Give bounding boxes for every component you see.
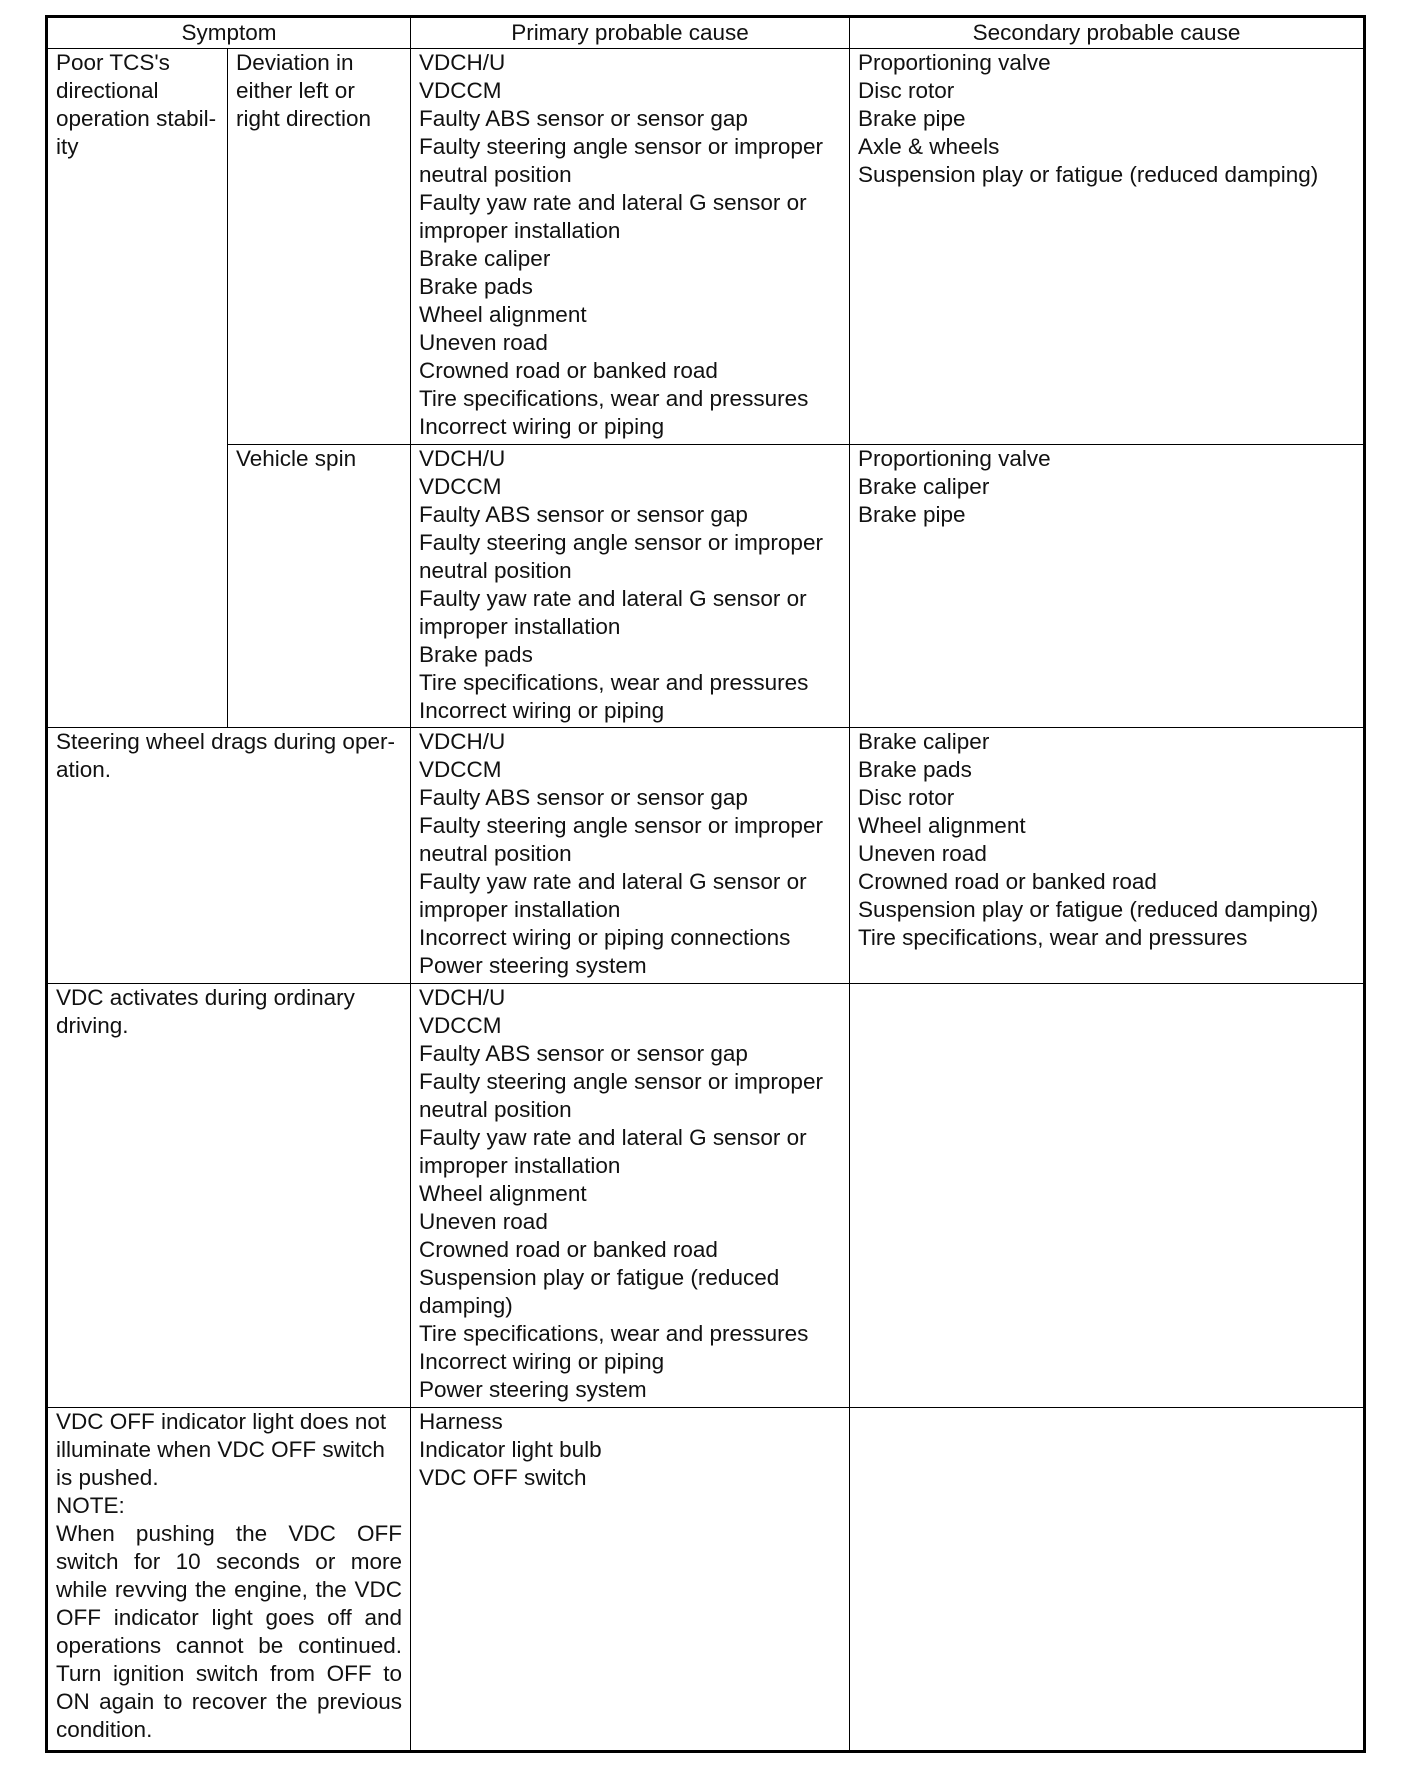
table-row: [47, 1408, 1365, 1752]
primary-cause-deviation: VDCH/U VDCCM Faulty ABS sensor or sensor gap Faulty steering angle sensor or improper neutral position Faulty yaw rate and lateral G sensor or improper installation Brake caliper Brake pads Wheel alignment Uneven road Crowned road or banked road Tire specifications, wear and pressures Incorrect wiring or piping: [411, 49, 850, 445]
table-row: [47, 49, 1365, 445]
header-secondary-cause: Secondary probable cause: [850, 17, 1365, 49]
primary-cause-vdc-activates: VDCH/U VDCCM Faulty ABS sensor or sensor gap Faulty steering angle sensor or improper neutral position Faulty yaw rate and lateral G sensor or improper installation Wheel alignment Uneven road Crowned road or banked road Suspension play or fatigue (reduced damping) Tire specifications, wear and pressures Incorrect wiring or piping Power steering system: [411, 984, 850, 1408]
table-row: [47, 445, 1365, 728]
secondary-cause-vdc-activates: [850, 984, 1365, 1408]
header-symptom: Symptom: [47, 17, 411, 49]
secondary-cause-vehicle-spin: Proportioning valve Brake caliper Brake pipe: [850, 445, 1365, 728]
secondary-cause-steering-drag: Brake caliper Brake pads Disc rotor Wheel alignment Uneven road Crowned road or banked road Suspension play or fatigue (reduced damping) Tire specifications, wear and pressures: [850, 728, 1365, 984]
header-row: [47, 17, 1365, 49]
secondary-cause-vdc-off-light: [850, 1408, 1365, 1752]
table-row: [47, 728, 1365, 984]
symptom-vdc-activates: VDC activates during ordinary driving.: [47, 984, 411, 1408]
header-primary-cause: Primary probable cause: [411, 17, 850, 49]
table-row: [47, 984, 1365, 1408]
symptom-vdc-off-light: [47, 1408, 411, 1752]
diagnosis-table: [45, 15, 1366, 1753]
primary-cause-steering-drag: VDCH/U VDCCM Faulty ABS sensor or sensor gap Faulty steering angle sensor or improper neutral position Faulty yaw rate and lateral G sensor or improper installation Incorrect wiring or piping connections Power steering system: [411, 728, 850, 984]
symptom-poor-tcs: Poor TCS's directional operation stabil- ity: [47, 49, 228, 728]
sub-symptom-vehicle-spin: Vehicle spin: [228, 445, 411, 728]
sub-symptom-deviation: Deviation in either left or right direction: [228, 49, 411, 445]
primary-cause-vdc-off-light: Harness Indicator light bulb VDC OFF switch: [411, 1408, 850, 1752]
symptom-vdc-off-text: VDC OFF indicator light does not illuminate when VDC OFF switch is pushed. NOTE:: [56, 1409, 387, 1518]
secondary-cause-deviation: Proportioning valve Disc rotor Brake pipe Axle & wheels Suspension play or fatigue (reduced damping): [850, 49, 1365, 445]
symptom-steering-drag: Steering wheel drags during oper- ation.: [47, 728, 411, 984]
vdc-off-note: When pushing the VDC OFF switch for 10 seconds or more while revving the engine, the VDC OFF indicator light goes off and operations cannot be continued. Turn ignition switch from OFF to ON again to recover the previous condition.: [56, 1521, 402, 1742]
primary-cause-vehicle-spin: VDCH/U VDCCM Faulty ABS sensor or sensor gap Faulty steering angle sensor or improper neutral position Faulty yaw rate and lateral G sensor or improper installation Brake pads Tire specifications, wear and pressures Incorrect wiring or piping: [411, 445, 850, 728]
